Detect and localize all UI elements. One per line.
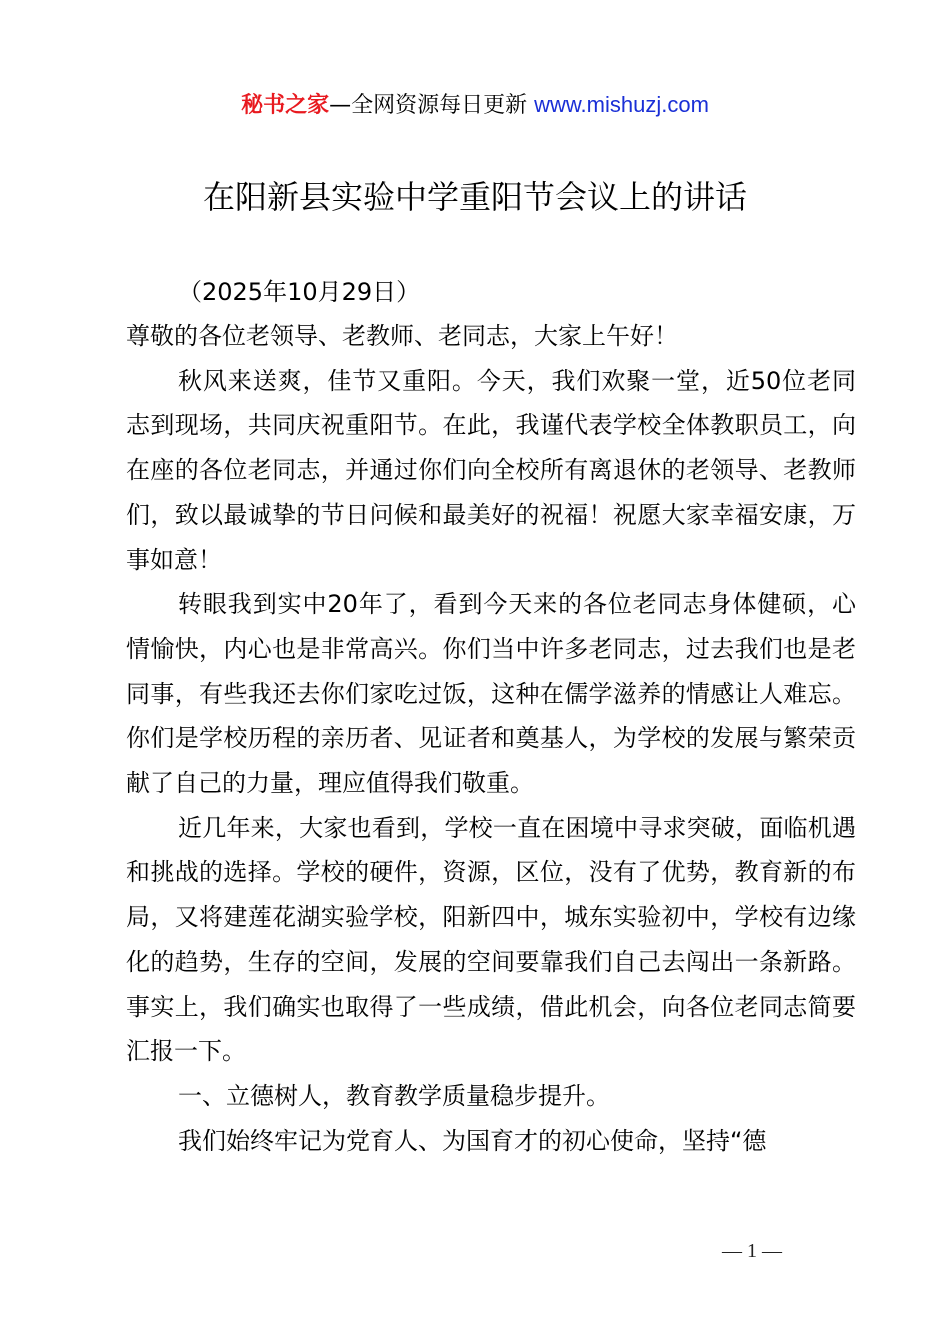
document-date: （2025年10月29日） xyxy=(178,278,421,306)
document-title: 在阳新县实验中学重阳节会议上的讲话 xyxy=(202,178,747,216)
greeting: 尊敬的各位老领导、老教师、老同志，大家上午好！ xyxy=(126,322,678,350)
header-tagline: —全网资源每日更新 xyxy=(329,93,528,118)
paragraph-3: 近几年来，大家也看到，学校一直在困境中寻求突破，面临机遇和挑战的选择。学校的硬件，资源，区位，没有了优势，教育新的布局，又将建莲花湖实验学校，阳新四中，城东实验初中，学校有边缘化的趋势，生存的空间，发展的空间要靠我们自己去闯出一条新路。事实上，我们确实也取得了一些成绩，借此机会，向各位老同志简要汇报一下。 xyxy=(126,813,856,1066)
paragraph-4: 我们始终牢记为党育人、为国育才的初心使命，坚持“德 xyxy=(178,1126,767,1155)
site-header xyxy=(0,88,950,119)
paragraph-2: 转眼我到实中20年了，看到今天来的各位老同志身体健硕，心情愉快，内心也是非常高兴。你们当中许多老同志，过去我们也是老同事，有些我还去你们家吃过饭，这种在儒学滋养的情感让人难忘。你们是学校历程的亲历者、见证者和奠基人，为学校的发展与繁荣贡献了自己的力量，理应值得我们敬重。 xyxy=(126,590,856,798)
page-number: — 1 — xyxy=(722,1240,782,1262)
paragraph-1: 秋风来送爽，佳节又重阳。今天，我们欢聚一堂，近50位老同志到现场，共同庆祝重阳节。在此，我谨代表学校全体教职员工，向在座的各位老同志，并通过你们向全校所有离退休的老领导、老教师们，致以最诚挚的节日问候和最美好的祝福！祝愿大家幸福安康，万事如意！ xyxy=(126,366,856,574)
site-url-link[interactable]: www.mishuzj.com xyxy=(534,92,709,117)
section-heading: 一、立德树人，教育教学质量稳步提升。 xyxy=(178,1081,610,1110)
brand-name: 秘书之家 xyxy=(241,93,330,118)
document-body xyxy=(126,314,856,1163)
